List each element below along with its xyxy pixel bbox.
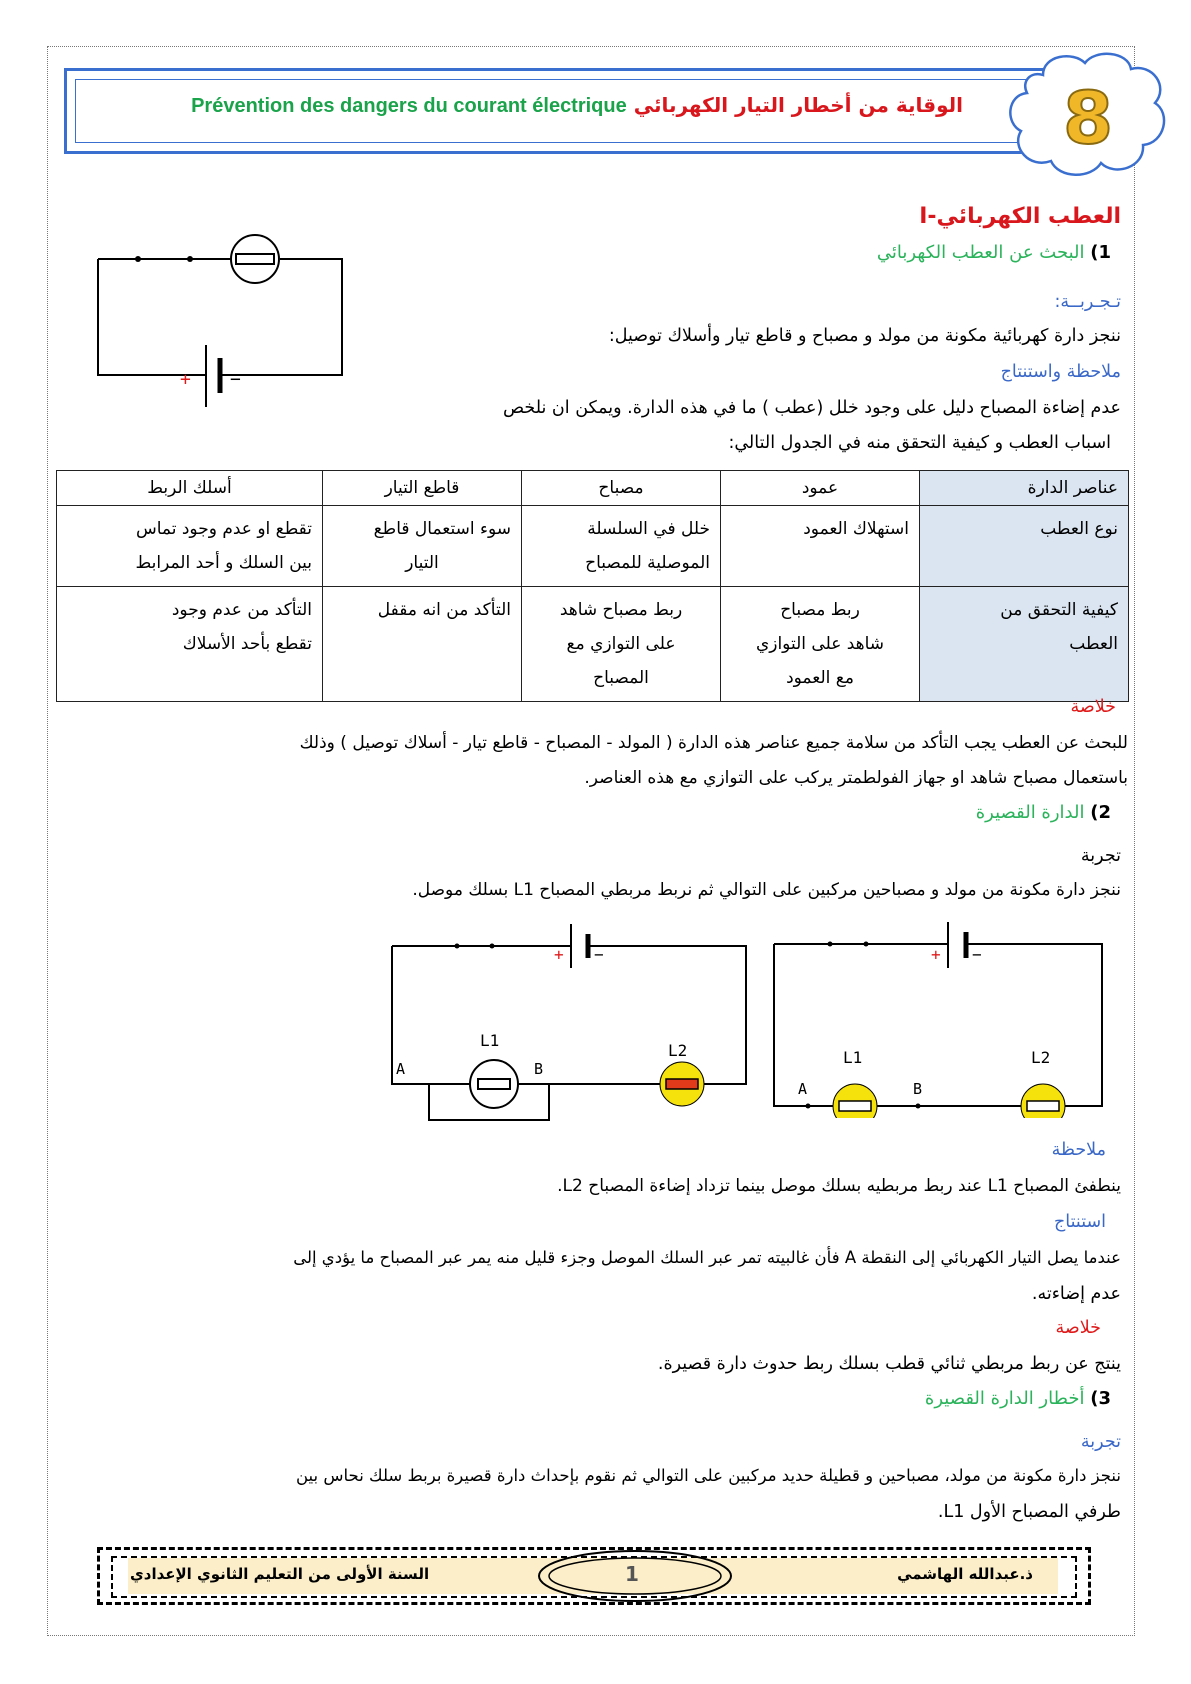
svg-text:B: B (913, 1080, 923, 1098)
table-cell: استهلاك العمود (721, 506, 920, 587)
author-name: ذ.عبدالله الهاشمي (897, 1565, 1033, 1583)
section-1-title: I-العطب الكهربائي (919, 204, 1121, 229)
table-header-row (57, 471, 1129, 506)
switch-terminal (135, 256, 141, 262)
header-box (64, 68, 1046, 154)
page-number: 1 (625, 1562, 639, 1586)
summary-2-text: ينتج عن ربط مربطي ثنائي قطب بسلك ربط حدوث دارة قصيرة. (657, 1354, 1121, 1374)
summary-2-label: خلاصة (1055, 1318, 1101, 1338)
table-row (57, 587, 1129, 702)
short-circuit-diagram (386, 918, 756, 1128)
subsection-1-title: البحث عن العطب الكهربائي (876, 242, 1085, 263)
table-row-label: نوع العطب (920, 506, 1129, 587)
table-cell: ربط مصباح شاهد على التوازي مع المصباح (522, 587, 721, 702)
subsection-3-number: 3) (1090, 1388, 1111, 1409)
observation-2-text: ينطفئ المصباح L1 عند ربط مربطيه بسلك موصل بينما تزداد إضاءة المصباح L2. (557, 1176, 1121, 1196)
table-header-cell: عمود (721, 471, 920, 506)
svg-text:L2: L2 (1031, 1048, 1051, 1067)
switch-terminal (187, 256, 193, 262)
minus-sign: − (230, 369, 241, 390)
series-circuit-diagram (768, 918, 1118, 1118)
table-cell: خلل في السلسلة الموصلية للمصباح (522, 506, 721, 587)
experiment-text: ننجز دارة كهربائية مكونة من مولد و مصباح و قاطع تيار وأسلاك توصيل: (608, 326, 1121, 346)
subsection-1-number: 1) (1090, 242, 1111, 263)
table-cell: ربط مصباح شاهد على التوازي مع العمود (721, 587, 920, 702)
experiment-3-line-1: ننجز دارة مكونة من مولد، مصباحين و قطيلة حديد مركبين على التوالي ثم نقوم بإحداث دارة قصيرة بربط سلك نحاس بين (296, 1466, 1121, 1485)
plus-sign: + (180, 369, 191, 390)
subsection-1-heading (877, 242, 1111, 263)
subsection-3-title: أخطار الدارة القصيرة (924, 1388, 1085, 1409)
svg-text:−: − (594, 945, 604, 964)
svg-text:A: A (798, 1080, 808, 1098)
table-cell: تقطع او عدم وجود تماس بين السلك و أحد المرابط (57, 506, 323, 587)
experiment-2-label: تجربة (1080, 846, 1121, 866)
svg-text:A: A (396, 1060, 406, 1078)
svg-text:L1: L1 (843, 1048, 863, 1067)
svg-text:L2: L2 (668, 1041, 688, 1060)
conclusion-2-line-2: عدم إضاءته. (1031, 1284, 1121, 1304)
table-header-cell: قاطع التيار (323, 471, 522, 506)
subsection-2-title: الدارة القصيرة (975, 802, 1085, 823)
lesson-title-fr: Prévention des dangers du courant électrique (191, 95, 627, 117)
svg-text:+: + (554, 945, 564, 964)
experiment-3-line-2: طرفي المصباح الأول L1. (937, 1502, 1121, 1522)
svg-text:+: + (931, 945, 941, 964)
observation-line-2: اسباب العطب و كيفية التحقق منه في الجدول التالي: (728, 433, 1111, 453)
conclusion-2-label: استنتاج (1054, 1212, 1106, 1232)
svg-text:−: − (972, 945, 982, 964)
experiment-2-text: ننجز دارة مكونة من مولد و مصباحين مركبين على التوالي ثم نربط مربطي المصباح L1 بسلك موصل. (412, 880, 1121, 900)
table-header-cell: مصباح (522, 471, 721, 506)
table-cell: التأكد من عدم وجود تقطع بأحد الأسلاك (57, 587, 323, 702)
table-cell: التأكد من انه مقفل (323, 587, 522, 702)
lesson-title (83, 93, 963, 118)
subsection-2-heading (976, 802, 1111, 823)
table-header-cell: عناصر الدارة (920, 471, 1129, 506)
experiment-3-label: تجربة (1080, 1432, 1121, 1452)
observation-label: ملاحظة واستنتاج (1000, 362, 1121, 382)
faults-table (56, 470, 1129, 702)
svg-text:L1: L1 (480, 1031, 500, 1050)
table-row (57, 506, 1129, 587)
conclusion-2-line-1: عندما يصل التيار الكهربائي إلى النقطة A فأن غالبيته تمر عبر السلك الموصل وجزء قليل منه يمر عبر المصباح ما يؤدي إلى (293, 1248, 1121, 1267)
subsection-3-heading (925, 1388, 1111, 1409)
subsection-2-number: 2) (1090, 802, 1111, 823)
lesson-number: 8 (1062, 76, 1114, 160)
simple-circuit-diagram (80, 225, 365, 425)
table-header-cell: أسلك الربط (57, 471, 323, 506)
experiment-label: تـجـربــة: (1054, 292, 1121, 312)
observation-2-label: ملاحظة (1051, 1140, 1106, 1160)
svg-text:B: B (534, 1060, 544, 1078)
table-cell: سوء استعمال قاطع التيار (323, 506, 522, 587)
summary-1-line-1: للبحث عن العطب يجب التأكد من سلامة جميع عناصر هذه الدارة ( المولد - المصباح - قاطع تيار - أسلاك توصيل ) وذلك (299, 733, 1128, 753)
school-level: السنة الأولى من التعليم الثانوي الإعدادي (130, 1565, 430, 1583)
observation-line-1: عدم إضاءة المصباح دليل على وجود خلل (عطب ) ما في هذه الدارة. ويمكن ان نلخص (502, 398, 1121, 418)
table-row-label: كيفية التحقق من العطب (920, 587, 1129, 702)
summary-1-label: خلاصة (1070, 697, 1116, 717)
lesson-title-ar: الوقاية من أخطار التيار الكهربائي (633, 93, 963, 117)
summary-1-line-2: باستعمال مصباح شاهد او جهاز الفولطمتر يركب على التوازي مع هذه العناصر. (584, 768, 1128, 788)
lesson-number-cloud (1003, 47, 1173, 187)
